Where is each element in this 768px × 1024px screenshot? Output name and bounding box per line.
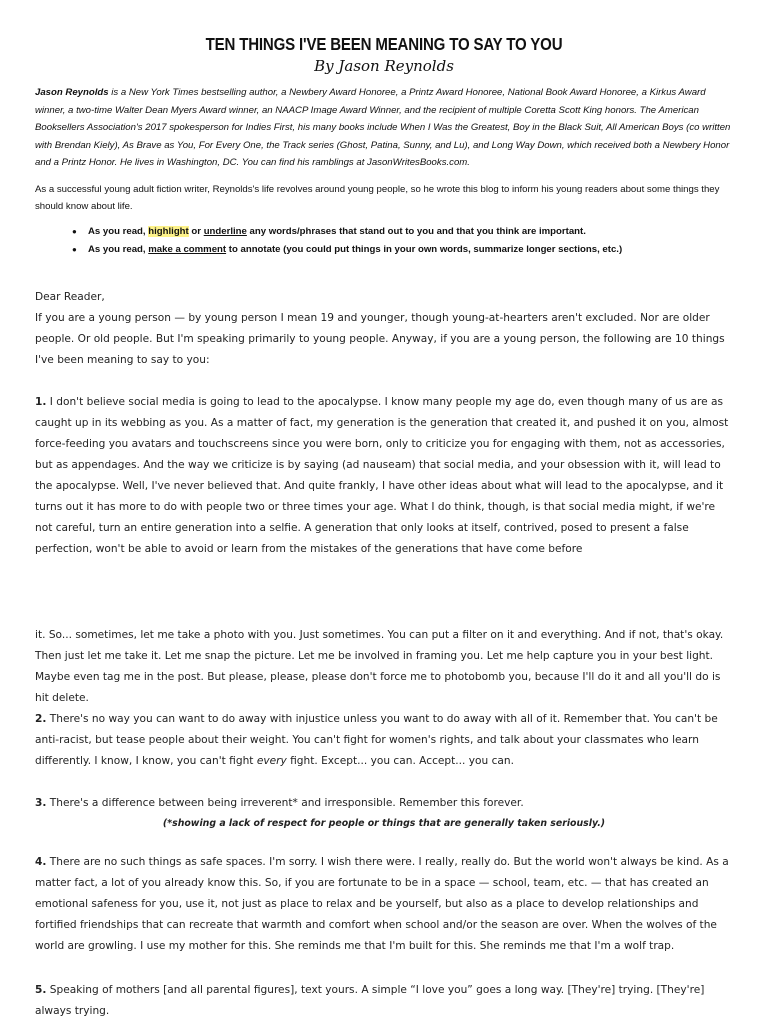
author-bio: [35, 84, 735, 172]
make-comment-phrase: make a comment: [148, 244, 227, 255]
point-5: [35, 980, 735, 1022]
point-number: 1.: [35, 396, 47, 408]
underline-word: underline: [203, 226, 247, 237]
point-number: 5.: [35, 984, 47, 996]
point-1: [35, 392, 735, 560]
point-number: 2.: [35, 713, 47, 725]
point-text: There's a difference between being irreverent* and irresponsible. Remember this forever.: [46, 797, 524, 809]
opening-paragraph: If you are a young person — by young person I mean 19 and younger, though young-at-hearters aren't excluded. Nor are older people. Or old people. But I'm speaking primarily to young people. Anyway, if you are a young person, the following are 10 things I've been meaning to say to you:: [35, 312, 725, 366]
highlight-word: highlight: [148, 226, 189, 237]
point-3: [35, 793, 735, 814]
definition-footnote: (*showing a lack of respect for people or things that are generally taken seriously.): [162, 818, 606, 829]
point-text: There are no such things as safe spaces. I'm sorry. I wish there were. I really, really do. But the world won't always be kind. As a matter fact, a lot of you already know this. So, if you are fortunate to be in a space — school, team, etc. — that has created an emotional safeness for you, use it, not just as place to relax and be yourself, but also as a place to develop relationships and fortified friendships that can recreate that warmth and comfort when school and/or the season are over. When the wolves of the world are growling. I use my mother for this. She reminds me that I'm built for this. She reminds me that I'm a wolf trap.: [35, 856, 729, 952]
emphasis: every: [256, 755, 287, 767]
instructions-list: [72, 223, 732, 259]
intro-paragraph: As a successful young adult fiction writer, Reynolds's life revolves around young people, so he wrote this blog to inform his young readers about some things they should know about life.: [35, 184, 720, 212]
point-text: Speaking of mothers [and all parental figures], text yours. A simple “I love you” goes a long way. [They're] trying. [They're] always trying.: [35, 984, 705, 1017]
point-1-continued: it. So... sometimes, let me take a photo with you. Just sometimes. You can put a filter on it and everything. And if not, that's okay. Then just let me take it. Let me snap the picture. Let me be involved in framing you. Let me help capture you in your best light. Maybe even tag me in the post. But please, please, please don't force me to photobomb you, because I'll do it and all you'll do is hit delete.: [35, 629, 724, 704]
author-bio-text: is a New York Times bestselling author, a Newbery Award Honoree, a Printz Award Honoree, National Book Award Honoree, a Kirkus Award winner, a two-time Walter Dean Myers Award winner, an NAACP Image Award Winner, and the recipient of multiple Coretta Scott King honors. The American Booksellers Association's 2017 spokesperson for Indies First, his many books include When I Was the Greatest, Boy in the Black Suit, All American Boys (co written with Brendan Kiely), As Brave as You, For Every One, the Track series (Ghost, Patina, Sunny, and Lu), and Long Way Down, which received both a Newbery Honor and a Printz Honor. He lives in Washington, DC. You can find his ramblings at JasonWritesBooks.com.: [35, 87, 731, 168]
point-text: I don't believe social media is going to lead to the apocalypse. I know many people my age do, even though many of us are as caught up in its webbing as you. As a matter of fact, my generation is the generation that created it, and pushed it on you, almost force-feeding you avatars and touchscreens since you were born, only to criticize you for engaging with them, not as accessories, but as appendages. And the way we criticize is by saying (ad nauseam) that social media, and your obsession with it, will lead to the apocalypse. Well, I've never believed that. And quite frankly, I have other ideas about what will lead to the apocalypse, and it turns out it has more to do with people two or three times your age. What I do think, though, is that social media might, if we're not careful, turn an entire generation into a selfie. A generation that only looks at itself, contrived, posed to present a false perfection, won't be able to avoid or learn from the mistakes of the generations that have come before: [35, 396, 729, 555]
salutation: Dear Reader,: [35, 291, 105, 303]
byline: By Jason Reynolds: [314, 57, 454, 75]
point-number: 4.: [35, 856, 47, 868]
point-2: 2. There's no way you can want to do away with injustice unless you want to do away with all of it. Remember that. You can't be anti-racist, but tease people about their weight. You can't fight for women's rights, and talk about your classmates who learn differently. I know, I know, you can't fight every fight. Except... you can. Accept... you can.: [35, 713, 718, 767]
instruction-item: ● As you read, make a comment to annotate (you could put things in your own words, summarize longer sections, etc.): [72, 241, 732, 259]
author-name: Jason Reynolds: [35, 87, 109, 98]
point-number: 3.: [35, 797, 47, 809]
point-4: [35, 852, 735, 957]
document-title: TEN THINGS I'VE BEEN MEANING TO SAY TO YOU: [205, 34, 563, 54]
instruction-item: ● As you read, highlight or underline any words/phrases that stand out to you and that you think are important.: [72, 223, 732, 241]
